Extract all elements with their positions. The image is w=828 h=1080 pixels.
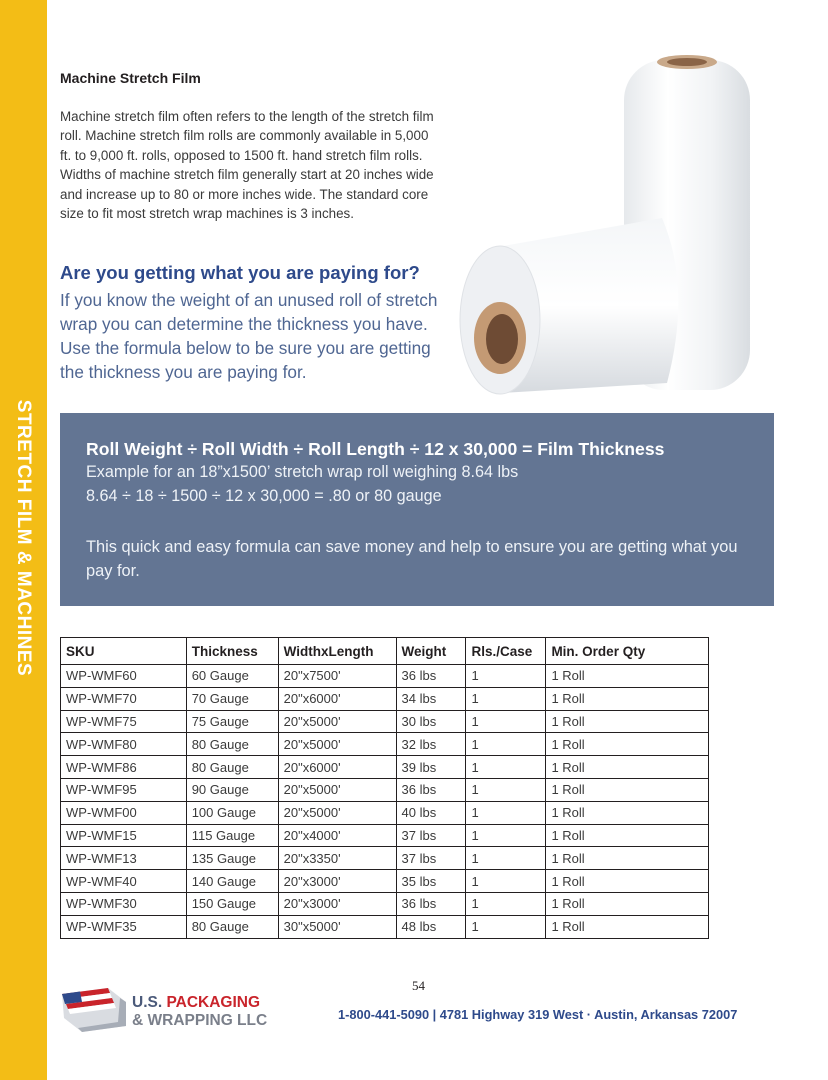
table-row xyxy=(61,710,709,733)
cell-thickness: 60 Gauge xyxy=(186,665,278,688)
cell-sku: WP-WMF35 xyxy=(61,915,187,938)
table-row xyxy=(61,824,709,847)
question-heading: Are you getting what you are paying for? xyxy=(60,262,420,283)
cell-weight: 48 lbs xyxy=(396,915,466,938)
cell-min-order-qty: 1 Roll xyxy=(546,915,709,938)
cell-rolls-per-case: 1 xyxy=(466,892,546,915)
header-rolls-per-case: Rls./Case xyxy=(466,638,546,665)
table-row xyxy=(61,733,709,756)
formula-note: This quick and easy formula can save money and help to ensure you are getting what you pay for. xyxy=(86,538,738,580)
cell-min-order-qty: 1 Roll xyxy=(546,665,709,688)
cell-width-length: 20"x6000' xyxy=(278,756,396,779)
cell-thickness: 150 Gauge xyxy=(186,892,278,915)
logo-text-wrapping: & WRAPPING LLC xyxy=(132,1012,268,1029)
side-section-label: STRETCH FILM & MACHINES xyxy=(13,399,34,677)
table-row xyxy=(61,870,709,893)
header-sku: SKU xyxy=(61,638,187,665)
table-row xyxy=(61,665,709,688)
table-row xyxy=(61,892,709,915)
cell-width-length: 20"x6000' xyxy=(278,687,396,710)
cell-min-order-qty: 1 Roll xyxy=(546,847,709,870)
cell-sku: WP-WMF13 xyxy=(61,847,187,870)
cell-sku: WP-WMF60 xyxy=(61,665,187,688)
section-heading: Machine Stretch Film xyxy=(60,70,201,86)
cell-weight: 32 lbs xyxy=(396,733,466,756)
cell-weight: 40 lbs xyxy=(396,801,466,824)
table-row xyxy=(61,687,709,710)
cell-weight: 30 lbs xyxy=(396,710,466,733)
cell-width-length: 20"x5000' xyxy=(278,778,396,801)
cell-weight: 39 lbs xyxy=(396,756,466,779)
formula-box xyxy=(60,413,774,606)
cell-rolls-per-case: 1 xyxy=(466,665,546,688)
cell-width-length: 30"x5000' xyxy=(278,915,396,938)
cell-sku: WP-WMF70 xyxy=(61,687,187,710)
cell-min-order-qty: 1 Roll xyxy=(546,756,709,779)
cell-rolls-per-case: 1 xyxy=(466,778,546,801)
cell-rolls-per-case: 1 xyxy=(466,915,546,938)
cell-weight: 34 lbs xyxy=(396,687,466,710)
cell-width-length: 20"x3350' xyxy=(278,847,396,870)
question-paragraph: If you know the weight of an unused roll of stretch wrap you can determine the thickness you have. Use the formula below to be sure you are getting the thickness you are paying for. xyxy=(60,290,438,382)
logo-text-packaging: PACKAGING xyxy=(166,994,261,1011)
formula-example: Example for an 18”x1500’ stretch wrap roll weighing 8.64 lbs xyxy=(86,463,519,481)
stretch-film-rolls-image xyxy=(452,48,774,400)
cell-thickness: 115 Gauge xyxy=(186,824,278,847)
cell-weight: 36 lbs xyxy=(396,892,466,915)
cell-rolls-per-case: 1 xyxy=(466,847,546,870)
cell-rolls-per-case: 1 xyxy=(466,801,546,824)
formula-calculation: 8.64 ÷ 18 ÷ 1500 ÷ 12 x 30,000 = .80 or 80 gauge xyxy=(86,487,442,505)
table-row xyxy=(61,801,709,824)
cell-rolls-per-case: 1 xyxy=(466,870,546,893)
formula-title: Roll Weight ÷ Roll Width ÷ Roll Length ÷ 12 x 30,000 = Film Thickness xyxy=(86,439,665,459)
cell-thickness: 75 Gauge xyxy=(186,710,278,733)
cell-thickness: 80 Gauge xyxy=(186,915,278,938)
cell-sku: WP-WMF15 xyxy=(61,824,187,847)
side-bar xyxy=(0,0,47,1080)
cell-thickness: 70 Gauge xyxy=(186,687,278,710)
cell-width-length: 20"x5000' xyxy=(278,801,396,824)
cell-rolls-per-case: 1 xyxy=(466,733,546,756)
header-thickness: Thickness xyxy=(186,638,278,665)
cell-rolls-per-case: 1 xyxy=(466,710,546,733)
cell-weight: 36 lbs xyxy=(396,665,466,688)
cell-sku: WP-WMF30 xyxy=(61,892,187,915)
cell-weight: 37 lbs xyxy=(396,824,466,847)
cell-min-order-qty: 1 Roll xyxy=(546,778,709,801)
cell-min-order-qty: 1 Roll xyxy=(546,710,709,733)
cell-min-order-qty: 1 Roll xyxy=(546,801,709,824)
cell-weight: 35 lbs xyxy=(396,870,466,893)
cell-thickness: 80 Gauge xyxy=(186,733,278,756)
cell-width-length: 20"x3000' xyxy=(278,870,396,893)
cell-min-order-qty: 1 Roll xyxy=(546,892,709,915)
table-row xyxy=(61,778,709,801)
cell-sku: WP-WMF40 xyxy=(61,870,187,893)
header-min-order-qty: Min. Order Qty xyxy=(546,638,709,665)
cell-thickness: 100 Gauge xyxy=(186,801,278,824)
cell-thickness: 135 Gauge xyxy=(186,847,278,870)
company-logo xyxy=(60,982,290,1036)
flag-box-icon xyxy=(60,984,130,1034)
cell-weight: 36 lbs xyxy=(396,778,466,801)
product-spec-table xyxy=(60,637,709,939)
cell-sku: WP-WMF00 xyxy=(61,801,187,824)
cell-rolls-per-case: 1 xyxy=(466,824,546,847)
cell-thickness: 140 Gauge xyxy=(186,870,278,893)
table-header-row xyxy=(61,638,709,665)
header-weight: Weight xyxy=(396,638,466,665)
cell-width-length: 20"x3000' xyxy=(278,892,396,915)
cell-width-length: 20"x5000' xyxy=(278,710,396,733)
cell-sku: WP-WMF75 xyxy=(61,710,187,733)
contact-line: 1-800-441-5090 | 4781 Highway 319 West · Austin, Arkansas 72007 xyxy=(338,1007,738,1022)
page-number: 54 xyxy=(412,978,425,993)
logo-text-us: U.S. xyxy=(132,994,167,1011)
cell-sku: WP-WMF80 xyxy=(61,733,187,756)
table-row xyxy=(61,915,709,938)
cell-sku: WP-WMF95 xyxy=(61,778,187,801)
cell-sku: WP-WMF86 xyxy=(61,756,187,779)
cell-rolls-per-case: 1 xyxy=(466,756,546,779)
cell-width-length: 20"x7500' xyxy=(278,665,396,688)
cell-weight: 37 lbs xyxy=(396,847,466,870)
cell-rolls-per-case: 1 xyxy=(466,687,546,710)
cell-thickness: 80 Gauge xyxy=(186,756,278,779)
cell-min-order-qty: 1 Roll xyxy=(546,733,709,756)
header-width-length: WidthxLength xyxy=(278,638,396,665)
table-row xyxy=(61,847,709,870)
table-row xyxy=(61,756,709,779)
cell-width-length: 20"x5000' xyxy=(278,733,396,756)
cell-min-order-qty: 1 Roll xyxy=(546,870,709,893)
cell-width-length: 20"x4000' xyxy=(278,824,396,847)
intro-paragraph: Machine stretch film often refers to the length of the stretch film roll. Machine stretch film rolls are commonly available in 5,000 ft. to 9,000 ft. rolls, opposed to 1500 ft. hand stretch film rolls. Widths of machine stretch film generally start at 20 inches wide and increase up to 80 or more inches wide. The standard core size to fit most stretch wrap machines is 3 inches. xyxy=(60,109,434,222)
cell-thickness: 90 Gauge xyxy=(186,778,278,801)
cell-min-order-qty: 1 Roll xyxy=(546,687,709,710)
cell-min-order-qty: 1 Roll xyxy=(546,824,709,847)
